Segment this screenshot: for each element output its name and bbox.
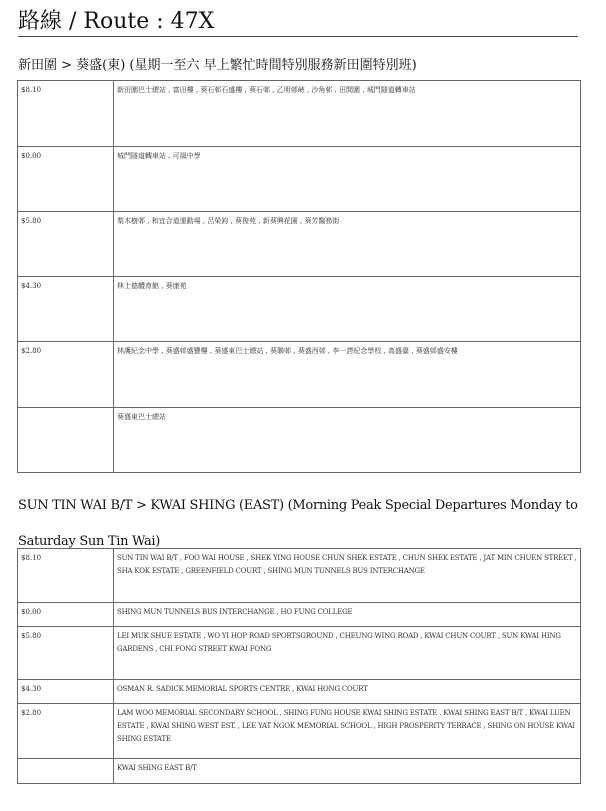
section-heading-zh: 新田圍 > 葵盛(東) (星期一至六 早上繁忙時間特別服務新田圍特別班) (18, 58, 417, 73)
table-row (18, 81, 581, 147)
fare-cell (18, 408, 114, 473)
stops-cell: 梨木樹邨 , 和宜合道運動場 , 呂榮鈞 , 葵俊苑 , 新葵興花園 , 葵芳醫務街 (114, 212, 581, 277)
stops-cell: 林士德體育館 , 葵康苑 (114, 277, 581, 342)
fare-table-en (17, 548, 581, 784)
fare-table-zh (17, 80, 581, 473)
fare-cell (18, 759, 114, 784)
fare-cell: $2.80 (18, 342, 114, 408)
table-row (18, 759, 581, 784)
table-row (18, 549, 581, 603)
stops-cell: 城門隧道轉車站 , 可風中學 (114, 147, 581, 212)
table-row (18, 342, 581, 408)
fare-cell: $0.00 (18, 147, 114, 212)
table-row (18, 408, 581, 473)
stops-cell: OSMAN R. SADICK MEMORIAL SPORTS CENTRE , KWAI HONG COURT (114, 680, 581, 704)
fare-cell: $2.80 (18, 704, 114, 759)
fare-cell: $8.10 (18, 549, 114, 603)
fare-cell: $4.30 (18, 680, 114, 704)
stops-cell: SHING MUN TUNNELS BUS INTERCHANGE , HO FUNG COLLEGE (114, 603, 581, 627)
table-row (18, 680, 581, 704)
table-row (18, 212, 581, 277)
stops-cell: 葵盛東巴士總站 (114, 408, 581, 473)
table-row (18, 704, 581, 759)
fare-cell: $4.30 (18, 277, 114, 342)
stops-cell: LAM WOO MEMORIAL SECONDARY SCHOOL , SHING FUNG HOUSE KWAI SHING ESTATE , KWAI SHING EAST B/T , KWAI LUEN ESTATE , KWAI SHING WEST EST. , LEE YAT NGOK MEMORIAL SCHOOL , HIGH PROSPERITY TERRACE , SHING ON HOUSE KWAI SHING ESTATE (114, 704, 581, 759)
stops-cell: 林護紀念中學 , 葵盛邨盛豐樓 , 葵盛東巴士總站 , 葵聯邨 , 葵盛西邨 , 李一諤紀念學校 , 高盛臺 , 葵盛邨盛安樓 (114, 342, 581, 408)
fare-cell: $5.80 (18, 627, 114, 680)
title-divider (18, 36, 578, 37)
page-title: 路線 / Route : 47X (18, 9, 215, 34)
table-row (18, 147, 581, 212)
fare-cell: $0.00 (18, 603, 114, 627)
table-row (18, 603, 581, 627)
fare-cell: $5.80 (18, 212, 114, 277)
fare-cell: $8.10 (18, 81, 114, 147)
table-row (18, 627, 581, 680)
stops-cell: 新田圍巴士總站 , 富田樓 , 葵石邨石盛樓 , 葵石邨 , 乙明邨峽 , 沙角邨 , 田間圍 , 城門隧道轉車站 (114, 81, 581, 147)
table-row (18, 277, 581, 342)
stops-cell: KWAI SHING EAST B/T (114, 759, 581, 784)
stops-cell: SUN TIN WAI B/T , FOO WAI HOUSE , SHEK YING HOUSE CHUN SHEK ESTATE , CHUN SHEK ESTATE , JAT MIN CHUEN STREET , SHA KOK ESTATE , GREENFIELD COURT , SHING MUN TUNNELS BUS INTERCHANGE (114, 549, 581, 603)
section-heading-en: SUN TIN WAI B/T > KWAI SHING (EAST) (Morning Peak Special Departures Monday to Saturday Sun Tin Wai) (18, 498, 578, 549)
stops-cell: LEI MUK SHUE ESTATE , WO YI HOP ROAD SPORTSGROUND , CHEUNG WING ROAD , KWAI CHUN COURT , SUN KWAI HING GARDENS , CHI FONG STREET KWAI FONG (114, 627, 581, 680)
